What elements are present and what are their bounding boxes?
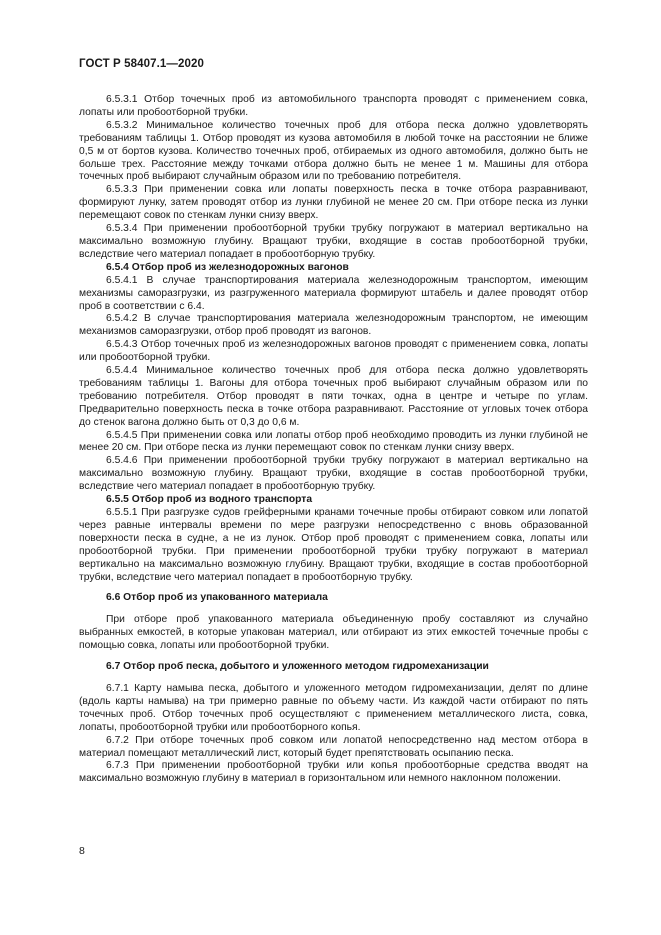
paragraph-6-5-5-1: 6.5.5.1 При разгрузке судов грейферными кранами точечные пробы отбирают совком или лопатой через равные интервалы времени по мере разгрузки непосредственно с вновь образованной поверхности песка в судне, а не из лунок. Отбор проб проводят с применением совка, лопаты или пробоотборной трубки. При применении пробоотборной трубки трубку погружают в материал вертикально на максимально возможную глубину. Вращают трубки, входящие в состав пробоотборной трубки, вследствие чего материал попадает в пробоотборную трубку. xyxy=(79,507,588,583)
document-body xyxy=(79,94,588,786)
paragraph-6-5-4-2: 6.5.4.2 В случае транспортирования материала железнодорожным транспортом, не имеющим механизмов саморазгрузки, отбор проб проводят из вагонов. xyxy=(79,313,588,338)
paragraph-6-6: При отборе проб упакованного материала объединенную пробу составляют из случайно выбранных емкостей, в которые упакован материал, или отбирают из этих емкостей точечные пробы с помощью совка, лопаты или пробоотборной трубки. xyxy=(79,614,588,652)
page-number: 8 xyxy=(79,845,85,857)
paragraph-6-5-3-1: 6.5.3.1 Отбор точечных проб из автомобильного транспорта проводят с применением совка, лопаты или пробоотборной трубки. xyxy=(79,94,588,118)
document-header: ГОСТ Р 58407.1—2020 xyxy=(79,58,204,70)
subsection-heading-6-5-5: 6.5.5 Отбор проб из водного транспорта xyxy=(106,494,313,506)
paragraph-6-5-4-6: 6.5.4.6 При применении пробоотборной трубки трубку погружают в материал вертикально на максимально возможную глубину. Вращают трубки, входящие в состав пробоотборной трубки, вследствие чего материал попадает в пробоотборную трубку. xyxy=(79,455,588,493)
subsection-heading-6-5-4: 6.5.4 Отбор проб из железнодорожных вагонов xyxy=(106,261,349,273)
paragraph-6-5-4-3: 6.5.4.3 Отбор точечных проб из железнодорожных вагонов проводят с применением совка, лопаты или пробоотборной трубки. xyxy=(79,339,588,364)
paragraph-6-5-3-4: 6.5.3.4 При применении пробоотборной трубки трубку погружают в материал вертикально на максимально возможную глубину. Вращают трубки, входящие в состав пробоотборной трубки, вследствие чего материал попадает в пробоотборную трубку. xyxy=(79,223,588,260)
paragraph-6-7-2: 6.7.2 При отборе точечных проб совком или лопатой непосредственно над местом отбора в материал помещают металлический лист, который будет препятствовать осыпанию песка. xyxy=(79,734,588,759)
paragraph-6-5-3-3: 6.5.3.3 При применении совка или лопаты поверхность песка в точке отбора разравнивают, формируют лунку, затем проводят отбор из лунки глубиной не менее 20 см. При отборе песка из лунки перемещают совок по стенкам лунки снизу вверх. xyxy=(79,184,588,222)
section-heading-6-6: 6.6 Отбор проб из упакованного материала xyxy=(106,592,328,604)
paragraph-6-7-3: 6.7.3 При применении пробоотборной трубки или копья пробоотборные средства вводят на максимально возможную глубину в материал в горизонтальном или немного наклонном положении. xyxy=(79,760,588,785)
paragraph-6-7-1: 6.7.1 Карту намыва песка, добытого и уложенного методом гидромеханизации, делят по длине (вдоль карты намыва) на три примерно равные по объему части. Из каждой части отбирают по пять точечных проб. Отбор точечных проб осуществляют с применением металлического листа, совка, лопаты, пробоотборной трубки или пробоотборного копья. xyxy=(79,682,588,733)
paragraph-6-5-4-5: 6.5.4.5 При применении совка или лопаты отбор проб необходимо проводить из лунки глубиной не менее 20 см. При отборе песка из лунки перемещают совок по стенкам лунки снизу вверх. xyxy=(79,429,588,454)
paragraph-6-5-4-4: 6.5.4.4 Минимальное количество точечных проб для отбора песка должно удовлетворять требованиям таблицы 1. Вагоны для отбора точечных проб выбирают случайным образом или по требованию потребителя. Отбор проводят в пяти точках, одна в центре и четыре по углам. Предварительно поверхность песка в точке отбора разравнивают. Расстояние от угловых точек отбора до стенок вагона должно быть от 0,3 до 0,6 м. xyxy=(79,365,588,428)
section-heading-6-7: 6.7 Отбор проб песка, добытого и уложенного методом гидромеханизации xyxy=(106,661,489,673)
paragraph-6-5-4-1: 6.5.4.1 В случае транспортирования материала железнодорожным транспортом, имеющим механизмы саморазгрузки, из разгруженного материала формируют штабель и далее проводят отбор проб в соответствии с 6.4. xyxy=(79,274,588,312)
paragraph-6-5-3-2: 6.5.3.2 Минимальное количество точечных проб для отбора песка должно удовлетворять требованиям таблицы 1. Отбор проводят из кузова автомобиля в любой точке на расстоянии не ближе 0,5 м от бортов кузова. Количество точечных проб, отбираемых из одного автомобиля, должно быть не больше трех. Расстояние между точками отбора должно быть не менее 1 м. Машины для отбора точечных проб выбирают случайным образом или по требованию потребителя. xyxy=(79,119,588,183)
